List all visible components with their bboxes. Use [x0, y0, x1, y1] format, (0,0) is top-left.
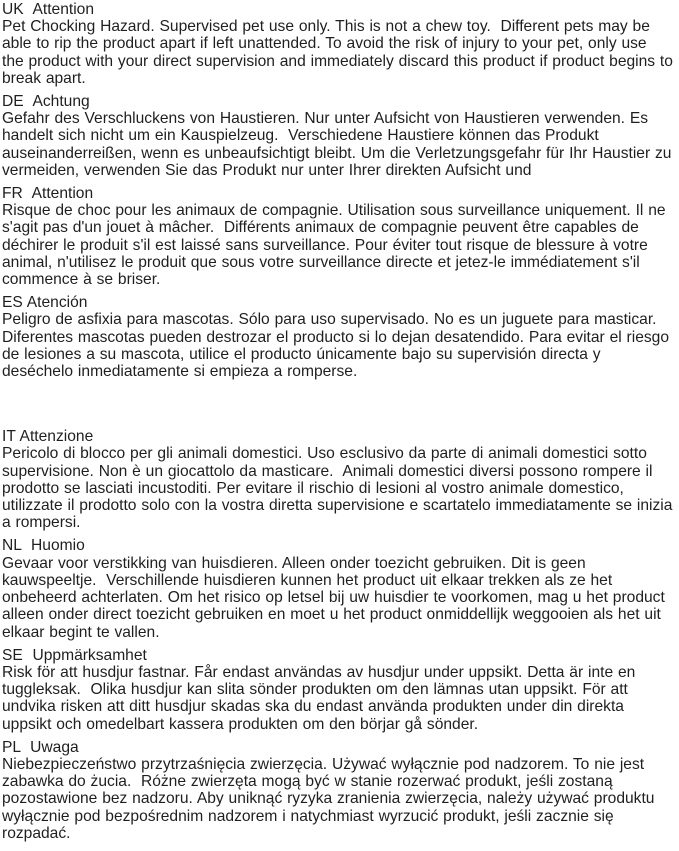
warning-section-es	[2, 294, 673, 380]
section-body-nl: Gevaar voor verstikking van huisdieren. Alleen onder toezicht gebruiken. Dit is geen kauwspeeltje. Verschillende huisdieren kunnen het product uit elkaar trekken als ze het onbeheerd achterlaten. Om het risico op letsel bij uw huisdier te voorkomen, mag u het product alleen onder direct toezicht gebruiken en moet u het product onmiddellijk weggooien als het uit elkaar begint te vallen.	[2, 554, 670, 641]
section-heading-pl: PL Uwaga	[2, 738, 79, 756]
section-heading-it: IT Attenzione	[2, 428, 94, 446]
section-body-pl: Niebezpieczeństwo przytrzaśnięcia zwierzęcia. Używać wyłącznie pod nadzorem. To nie jest zabawka do żucia. Różne zwierzęta mogą być w stanie rozerwać produkt, jeśli zostaną pozostawione bez nadzoru. Aby uniknąć ryzyka zranienia zwierzęcia, należy używać produktu wyłącznie pod bezpośrednim nadzorem i natychmiast wyrzucić produkt, jeśli zacznie się rozpadać.	[2, 755, 660, 842]
section-heading-fr: FR Attention	[2, 185, 94, 203]
section-body-it: Pericolo di blocco per gli animali domestici. Uso esclusivo da parte di animali domestici sotto supervisione. Non è un giocattolo da masticare. Animali domestici diversi possono rompere il prodotto se lasciati incustoditi. Per evitare il rischio di lesioni al vostro animale domestico, utilizzate il prodotto solo con la vostra diretta supervisione e scartatelo immediatamente se inizia a rompersi.	[2, 445, 678, 532]
section-heading-nl: NL Huomio	[2, 537, 85, 555]
section-body-fr: Risque de choc pour les animaux de compagnie. Utilisation sous surveillance uniquement. Il ne s'agit pas d'un jouet à mâcher. Différents animaux de compagnie peuvent être capables de déchirer le produit s'il est laissé sans surveillance. Pour éviter tout risque de blessure à votre animal, n'utilisez le produit que sous votre surveillance directe et jetez-le immédiatement s'il commence à se briser.	[2, 202, 671, 289]
section-body-se: Risk för att husdjur fastnar. Får endast användas av husdjur under uppsikt. Detta är inte en tuggleksak. Olika husdjur kan slita sönder produkten om den lämnas utan uppsikt. För att undvika risken att ditt husdjur skadas ska du endast använda produkten under din direkta uppsikt och omedelbart kassera produkten om den börjar gå sönder.	[2, 663, 641, 733]
section-body-de: Gefahr des Verschluckens von Haustieren. Nur unter Aufsicht von Haustieren verwenden. Es handelt sich nicht um ein Kauspielzeug. Verschiedene Haustiere können das Produkt auseinanderreißen, wenn es unbeaufsichtigt bleibt. Um die Verletzungsgefahr für Ihr Haustier zu vermeiden, verwenden Sie das Produkt nur unter Ihrer direkten Aufsicht und	[2, 110, 677, 179]
section-body-uk: Pet Chocking Hazard. Supervised pet use only. This is not a chew toy. Different pets may be able to rip the product apart if left unattended. To avoid the risk of injury to your pet, only use the product with your direct supervision and immediately discard this product if product begins to break apart.	[2, 18, 678, 87]
warning-section-nl	[2, 537, 673, 640]
warning-section-fr	[2, 185, 673, 288]
warning-section-uk	[2, 1, 678, 87]
warning-section-pl	[2, 739, 673, 842]
section-heading-de: DE Achtung	[2, 93, 90, 111]
warning-section-de	[2, 93, 677, 179]
section-heading-se: SE Uppmärksamhet	[2, 646, 147, 664]
section-body-es: Peligro de asfixia para mascotas. Sólo para uso supervisado. No es un juguete para masticar. Diferentes mascotas pueden destrozar el producto si lo dejan desatendido. Para evitar el riesgo de lesiones a su mascota, utilice el producto únicamente bajo su supervisión directa y deséchelo inmediatamente si empieza a romperse.	[2, 311, 674, 381]
warning-section-it	[2, 428, 678, 532]
section-heading-uk: UK Attention	[2, 1, 95, 18]
section-heading-es: ES Atención	[2, 294, 88, 312]
warning-section-se	[2, 647, 673, 733]
